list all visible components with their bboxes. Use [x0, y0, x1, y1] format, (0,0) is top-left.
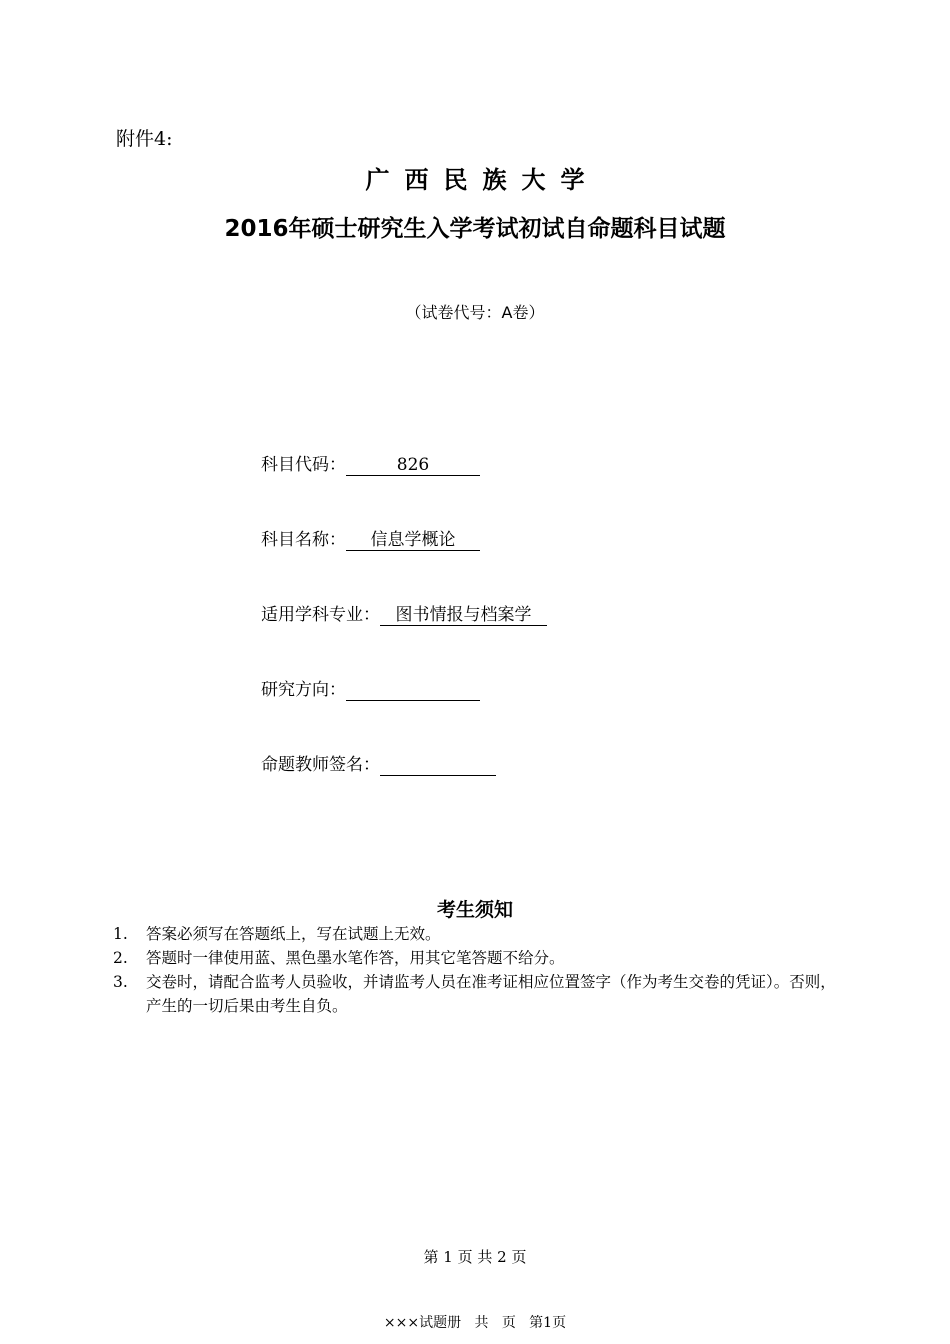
field-label: 科目名称： — [261, 530, 346, 550]
notice-item-number: 3. — [113, 973, 128, 991]
notice-list — [113, 922, 843, 1018]
major-value: 图书情报与档案学 — [380, 605, 547, 626]
field-major — [261, 600, 547, 626]
field-subject-code — [261, 450, 480, 476]
notice-item — [113, 922, 843, 946]
attachment-label: 附件4: — [116, 128, 173, 150]
notice-item-number: 1. — [113, 925, 128, 943]
page-number: 第 1 页 共 2 页 — [423, 1248, 527, 1266]
field-research-direction — [261, 675, 480, 701]
notice-item-number: 2. — [113, 949, 128, 967]
booklet-footer: ×××试题册 共 页 第1页 — [383, 1315, 567, 1331]
subject-code-value: 826 — [346, 455, 480, 476]
notice-item — [113, 946, 843, 970]
university-name: 广西民族大学 — [365, 166, 600, 194]
research-direction-value — [346, 680, 480, 701]
notice-item-text: 答题时一律使用蓝、黑色墨水笔作答，用其它笔答题不给分。 — [146, 949, 565, 967]
teacher-signature-value — [380, 755, 496, 776]
field-label: 命题教师签名： — [261, 755, 380, 775]
paper-code-line: （试卷代号：A卷） — [405, 303, 545, 322]
field-label: 适用学科专业： — [261, 605, 380, 625]
notice-title: 考生须知 — [436, 899, 513, 921]
field-label: 科目代码： — [261, 455, 346, 475]
notice-item — [113, 970, 843, 1018]
subject-name-value: 信息学概论 — [346, 530, 480, 551]
field-teacher-signature — [261, 750, 496, 776]
notice-item-text: 交卷时，请配合监考人员验收，并请监考人员在准考证相应位置签字（作为考生交卷的凭证）。否则，产生的一切后果由考生自负。 — [146, 973, 836, 1015]
field-label: 研究方向： — [261, 680, 346, 700]
exam-title: 2016年硕士研究生入学考试初试自命题科目试题 — [224, 216, 726, 242]
field-subject-name — [261, 525, 480, 551]
notice-item-text: 答案必须写在答题纸上，写在试题上无效。 — [146, 925, 441, 943]
